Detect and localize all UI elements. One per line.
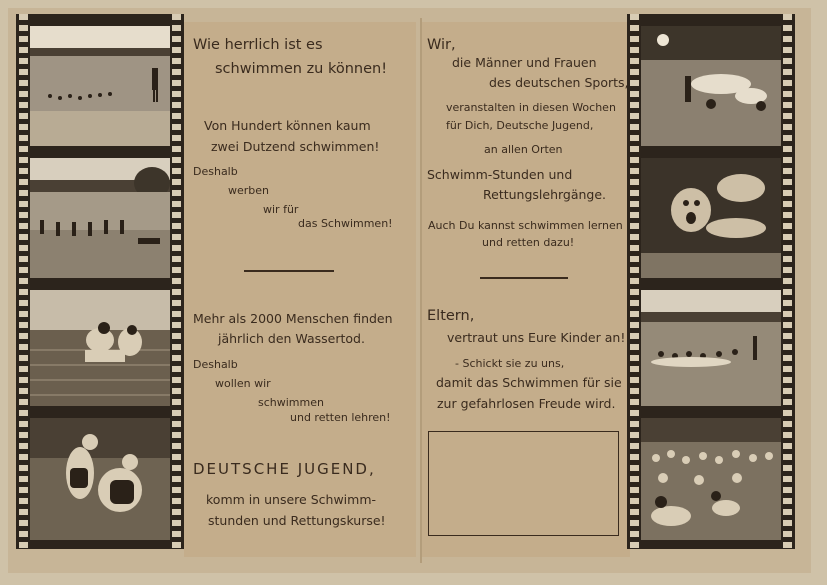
parents-heading: Eltern, [427, 308, 475, 324]
address-stamp-box [428, 431, 619, 536]
water-polo-photo [641, 26, 781, 146]
banner-deutsche-jugend: DEUTSCHE JUGEND, [193, 460, 376, 478]
want-we: wollen wir [215, 377, 271, 390]
german-sports: des deutschen Sports, [489, 75, 629, 90]
therefore-2: Deshalb [193, 358, 238, 371]
film-holes [172, 14, 181, 549]
swimmer-face-photo [641, 158, 781, 278]
all-places: an allen Orten [484, 143, 563, 156]
swim: schwimmen [258, 396, 324, 409]
rowing-shore-photo [30, 158, 170, 278]
we-heading: Wir, [427, 37, 456, 53]
safe-joy: zur gefahrlosen Freude wird. [437, 396, 616, 411]
statistic-line-1: Von Hundert können kaum [204, 118, 371, 133]
men-and-women: die Männer und Frauen [452, 55, 597, 70]
for-you-youth: für Dich, Deutsche Jugend, [446, 119, 594, 132]
crowd-on-lawn-photo [641, 418, 781, 540]
film-holes [19, 14, 28, 549]
the-swimming: das Schwimmen! [298, 217, 393, 230]
headline-line-1: Wie herrlich ist es [193, 37, 323, 53]
you-can-learn: Auch Du kannst schwimmen lernen [428, 219, 623, 232]
rescue-training-photo [30, 290, 170, 406]
we-for: wir für [263, 203, 299, 216]
headline-line-2: schwimmen zu können! [215, 61, 388, 77]
rescue-teach: und retten lehren! [290, 411, 391, 424]
invitation-line-1: komm in unsere Schwimm- [206, 492, 377, 507]
group-wading-photo [641, 290, 781, 406]
left-film-strip [16, 14, 184, 549]
invitation-line-2: stunden und Rettungskurse! [208, 513, 386, 528]
advertise: werben [228, 184, 270, 197]
right-film-strip [627, 14, 795, 549]
first-aid-grass-photo [30, 418, 170, 540]
send-them: - Schickt sie zu uns, [455, 357, 565, 370]
film-holes [630, 14, 639, 549]
organize-weeks: veranstalten in diesen Wochen [446, 101, 616, 114]
drowning-line-1: Mehr als 2000 Menschen finden [193, 311, 393, 326]
statistic-line-2: zwei Dutzend schwimmen! [211, 139, 380, 154]
swim-lessons: Schwimm-Stunden und [427, 167, 573, 182]
divider-left [244, 270, 334, 272]
divider-right [480, 277, 568, 279]
lake-beach-swimmers-photo [30, 26, 170, 146]
so-that-swimming: damit das Schwimmen für sie [436, 375, 622, 390]
trust-children: vertraut uns Eure Kinder an! [447, 330, 626, 345]
center-fold [420, 18, 422, 563]
drowning-line-2: jährlich den Wassertod. [218, 331, 365, 346]
and-rescue: und retten dazu! [482, 236, 575, 249]
therefore-1: Deshalb [193, 165, 238, 178]
film-holes [783, 14, 792, 549]
rescue-courses: Rettungslehrgänge. [483, 187, 607, 202]
